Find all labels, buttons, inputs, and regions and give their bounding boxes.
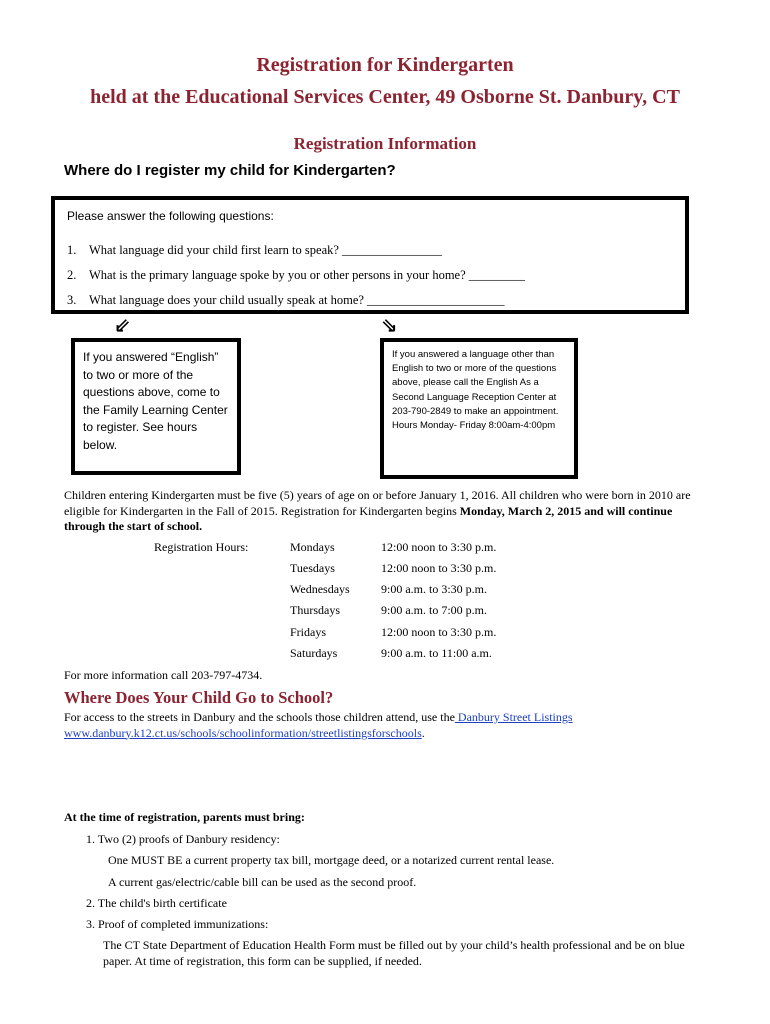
- hours-time: 12:00 noon to 3:30 p.m.: [381, 540, 497, 554]
- school-heading: Where Does Your Child Go to School?: [64, 688, 334, 707]
- hours-time: 9:00 a.m. to 7:00 p.m.: [381, 603, 487, 617]
- street-listings-url-link[interactable]: www.danbury.k12.ct.us/schools/schoolinformation/streetlistingsforschools: [64, 725, 422, 740]
- bring-item-health-form: The CT State Department of Education Health Form must be filled out by your child’s health professional and be on blue paper. At time of registration, this form can be supplied, if needed.: [103, 938, 685, 968]
- bring-heading: At the time of registration, parents must bring:: [64, 810, 305, 824]
- more-info-phone: For more information call 203-797-4734.: [64, 668, 263, 682]
- hours-day: Saturdays: [290, 646, 338, 660]
- questions-intro: Please answer the following questions:: [67, 209, 274, 223]
- eligibility-text: Children entering Kindergarten must be five (5) years of age on or before January 1, 2016. All children who were born in 2010 are eligible for Kindergarten in the Fall of 2015. Registration for Kindergarten begins: [64, 488, 691, 518]
- street-listings-link[interactable]: Danbury Street Listings: [454, 710, 573, 724]
- bring-item-residency-proof-2: A current gas/electric/cable bill can be used as the second proof.: [108, 875, 417, 889]
- arrow-down-right-icon: ⇘: [381, 315, 398, 337]
- question-item: [67, 293, 505, 308]
- question-text: What language did your child first learn to speak? ________________: [89, 243, 443, 257]
- access-end: .: [421, 725, 425, 740]
- question-number: 3.: [67, 293, 77, 307]
- hours-day: Tuesdays: [290, 561, 335, 575]
- register-question-heading: Where do I register my child for Kindergarten?: [64, 162, 396, 179]
- hours-day: Fridays: [290, 625, 326, 639]
- esl-hours: Hours Monday- Friday 8:00am-4:00pm: [392, 420, 556, 432]
- access-text: For access to the streets in Danbury and the schools those children attend, use the: [64, 710, 455, 724]
- page-title: Registration for Kindergarten: [256, 54, 514, 76]
- question-text: What language does your child usually speak at home? ______________________: [89, 293, 505, 307]
- section-title: Registration Information: [293, 134, 477, 153]
- hours-time: 12:00 noon to 3:30 p.m.: [381, 561, 497, 575]
- question-number: 1.: [67, 243, 77, 257]
- question-number: 2.: [67, 268, 77, 282]
- hours-time: 12:00 noon to 3:30 p.m.: [381, 625, 497, 639]
- bring-item-residency: 1. Two (2) proofs of Danbury residency:: [86, 832, 280, 846]
- question-item: [67, 243, 442, 258]
- registration-hours-label: Registration Hours:: [154, 540, 249, 554]
- eligibility-paragraph: [64, 488, 714, 535]
- questions-box: [51, 196, 689, 314]
- question-item: [67, 268, 525, 283]
- other-language-box: [380, 338, 578, 479]
- hours-day: Thursdays: [290, 603, 340, 617]
- hours-time: 9:00 a.m. to 3:30 p.m.: [381, 582, 487, 596]
- arrow-down-left-icon: ⇙: [114, 315, 131, 337]
- hours-time: 9:00 a.m. to 11:00 a.m.: [381, 646, 492, 660]
- hours-day: Mondays: [290, 540, 335, 554]
- eligibility-dates: Monday, March 2, 2015 and will continue through the start of school.: [64, 503, 673, 533]
- bring-item-residency-proof-1: One MUST BE a current property tax bill, mortgage deed, or a notarized current rental lease.: [108, 853, 555, 867]
- english-speakers-box: If you answered “English” to two or more of the questions above, come to the Family Learning Center to register. See hours below.: [71, 338, 241, 475]
- other-language-text: If you answered a language other than English to two or more of the questions above, please call the English As a Second Language Reception Center at 203-790-2849 to make an appointment.: [392, 349, 559, 417]
- bring-item-immunizations: 3. Proof of completed immunizations:: [86, 917, 269, 931]
- bring-item-birth-certificate: 2. The child's birth certificate: [86, 896, 227, 910]
- question-text: What is the primary language spoke by you or other persons in your home? _________: [89, 268, 526, 282]
- street-listings-paragraph: [64, 710, 724, 741]
- hours-day: Wednesdays: [290, 582, 350, 596]
- page-subtitle: held at the Educational Services Center, 49 Osborne St. Danbury, CT: [90, 86, 680, 108]
